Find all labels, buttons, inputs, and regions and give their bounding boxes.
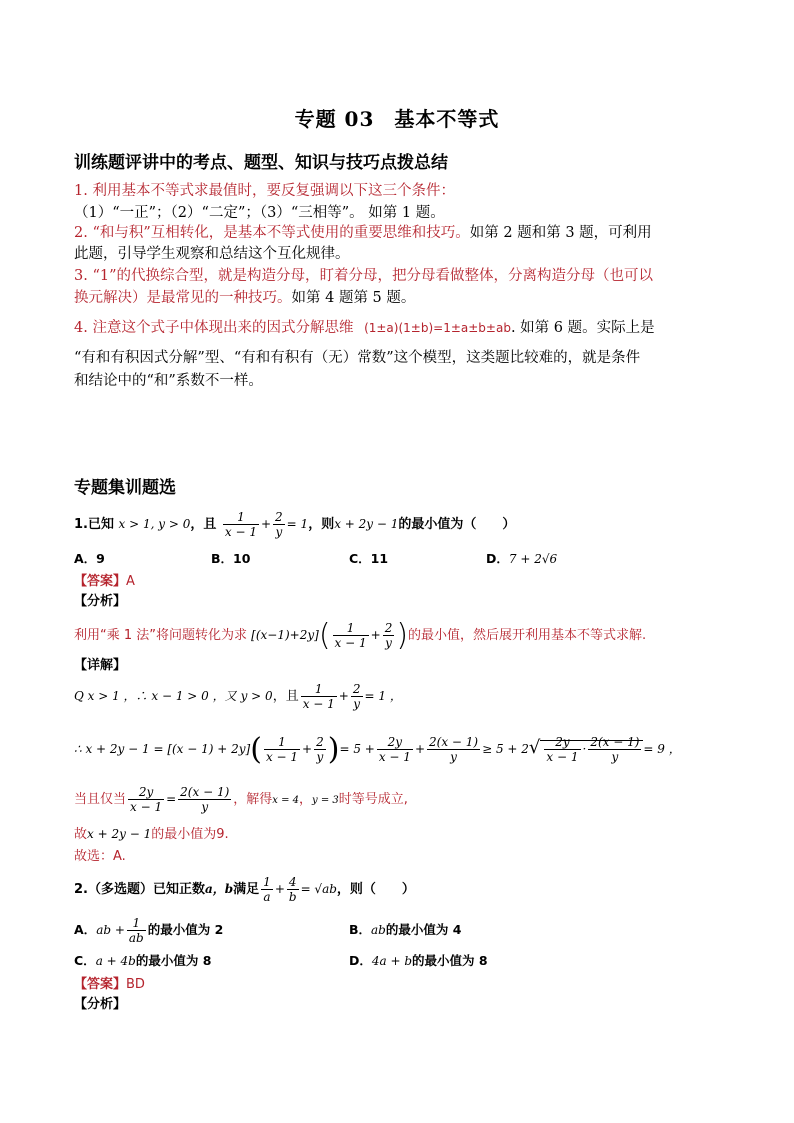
q1-detail-label: 【详解】 (74, 658, 127, 673)
q1-option-d (486, 549, 557, 567)
q1-option-d-expr: 7 + 2√6 (508, 552, 558, 566)
q1-detail-line4: 故x + 2y − 1的最小值为9. (74, 827, 229, 842)
q1-detail-line1: Q x > 1 ，∴ x − 1 > 0 ，又 y > 0，且 $\frac{1}{x - 1}$ + $\frac{2}{y}$ = 1 ， (74, 682, 402, 711)
q1-option-a: A．9 (74, 551, 105, 566)
q1-option-d-label: D． (486, 551, 509, 566)
q2-option-d: D．4a + b的最小值为 8 (349, 953, 488, 968)
q1-fraction-2: $\frac{2}{y}$ (275, 510, 283, 539)
question-1-stem (74, 510, 515, 539)
summary-point-3-line2-red: 换元解决）是最常见的一种技巧。 (74, 290, 292, 306)
summary-point-3-line2 (74, 287, 415, 310)
q1-answer-label: 【答案】 (74, 574, 127, 589)
q1-analysis-expr: [(x−1)+2y] (251, 628, 319, 642)
summary-heading: 训练题评讲中的考点、题型、知识与技巧点拨总结 (74, 153, 448, 173)
q2-option-a: A．ab + $\frac{1}{ab}$ 的最小值为 2 (74, 916, 224, 945)
q1-analysis-post: 的最小值，然后展开利用基本不等式求解. (408, 628, 647, 643)
q1-ask: 的最小值为（ ） (398, 517, 516, 532)
q1-analysis-label: 【分析】 (74, 594, 127, 609)
q1-then: ，则 (308, 517, 335, 532)
summary-point-4-line2: “有和有积因式分解”型、“有和有积有（无）常数”这个模型，这类题比较难的，就是条件 (74, 350, 641, 366)
q1-answer-value: A (126, 574, 135, 589)
q1-lead: 1.已知 (74, 517, 114, 532)
q2-option-c: C．a + 4b的最小值为 8 (74, 953, 212, 968)
q1-plus: + (260, 517, 272, 531)
title-part2: 基本不等式 (394, 107, 500, 131)
summary-point-4 (74, 317, 655, 340)
summary-point-4-line3: 和结论中的“和”系数不一样。 (74, 373, 263, 389)
q1-expr: x + 2y − 1 (334, 517, 399, 531)
q1-answer (74, 570, 135, 589)
question-2-stem: 2.（多选题）已知正数a，b满足 $\frac{1}{a}$ + $\frac{4}{b}$ = √ab，则（ ） (74, 875, 415, 904)
q1-fraction-1: $\frac{1}{x - 1}$ (224, 510, 257, 539)
summary-point-1: 1. 利用基本不等式求最值时，要反复强调以下这三个条件： (74, 183, 455, 199)
q1-detail-line2: ∴ x + 2y − 1 = [(x − 1) + 2y]( $\frac{1}{x - 1}$ + $\frac{2}{y}$ )= 5 + $\frac{2y}{x - 1}$ + $\frac{2(x - 1)}{y}$ ≥ 5 + 2√ $\frac{2y}{x - 1}$ · $\frac{2(x - 1)}{y}$ = 9 ， (74, 732, 681, 767)
q2-analysis-label: 【分析】 (74, 997, 127, 1012)
q1-option-b: B．10 (211, 551, 251, 566)
summary-point-3-line2-black: 如第 4 题第 5 题。 (291, 290, 416, 306)
q1-analysis-pre: 利用“乘 1 法”将问题转化为求 (74, 628, 248, 643)
q2-option-b: B．ab的最小值为 4 (349, 922, 462, 937)
q2-ask: ，则（ ） (336, 882, 415, 897)
summary-point-4-black: . 如第 6 题。实际上是 (510, 320, 655, 336)
section-heading-exercises: 专题集训题选 (74, 478, 176, 498)
q1-analysis-text: 利用“乘 1 法”将问题转化为求 [(x−1)+2y]( $\frac{1}{x - 1}$ + $\frac{2}{y}$ )的最小值，然后展开利用基本不等式求解. (74, 618, 647, 653)
title-part1: 专题 03 (294, 107, 375, 131)
summary-point-1-line2: （1）“一正”；（2）“二定”；（3）“三相等”。 如第 1 题。 (74, 205, 445, 221)
summary-point-4-red: 4. 注意这个式子中体现出来的因式分解思维 (74, 320, 354, 336)
q2-answer (74, 973, 145, 992)
summary-point-4-formula: (1±a)(1±b)=1±a±b±ab (364, 321, 511, 335)
q2-vars: a，b (204, 882, 234, 896)
summary-point-2-red: 2. “和与积”互相转化，是基本不等式使用的重要思维和技巧。 (74, 225, 470, 241)
page-title (0, 103, 794, 132)
q2-answer-label: 【答案】 (74, 977, 127, 992)
q1-eq: = 1 (286, 517, 309, 531)
summary-point-3: 3. “1”的代换综合型，就是构造分母，盯着分母，把分母看做整体，分离构造分母（也可以 (74, 268, 653, 284)
q1-option-c: C．11 (349, 551, 389, 566)
q2-answer-value: BD (126, 977, 145, 992)
q1-detail-line3: 当且仅当 $\frac{2y}{x - 1}$ = $\frac{2(x - 1)}{y}$ ，解得x = 4，y = 3时等号成立, (74, 785, 408, 814)
q2-eq-rhs: = √ab (300, 882, 337, 896)
q2-cond: 满足 (233, 882, 260, 897)
summary-point-2-line2: 此题，引导学生观察和总结这个互化规律。 (74, 246, 350, 262)
q1-condition: x > 1, y > 0 (118, 517, 191, 531)
q1-and: ，且 (190, 517, 217, 532)
summary-point-2 (74, 222, 652, 245)
summary-point-2-black: 如第 2 题和第 3 题，可利用 (469, 225, 652, 241)
q1-detail-line5: 故选：A. (74, 849, 126, 864)
q2-lead: 2.（多选题）已知正数 (74, 882, 205, 897)
